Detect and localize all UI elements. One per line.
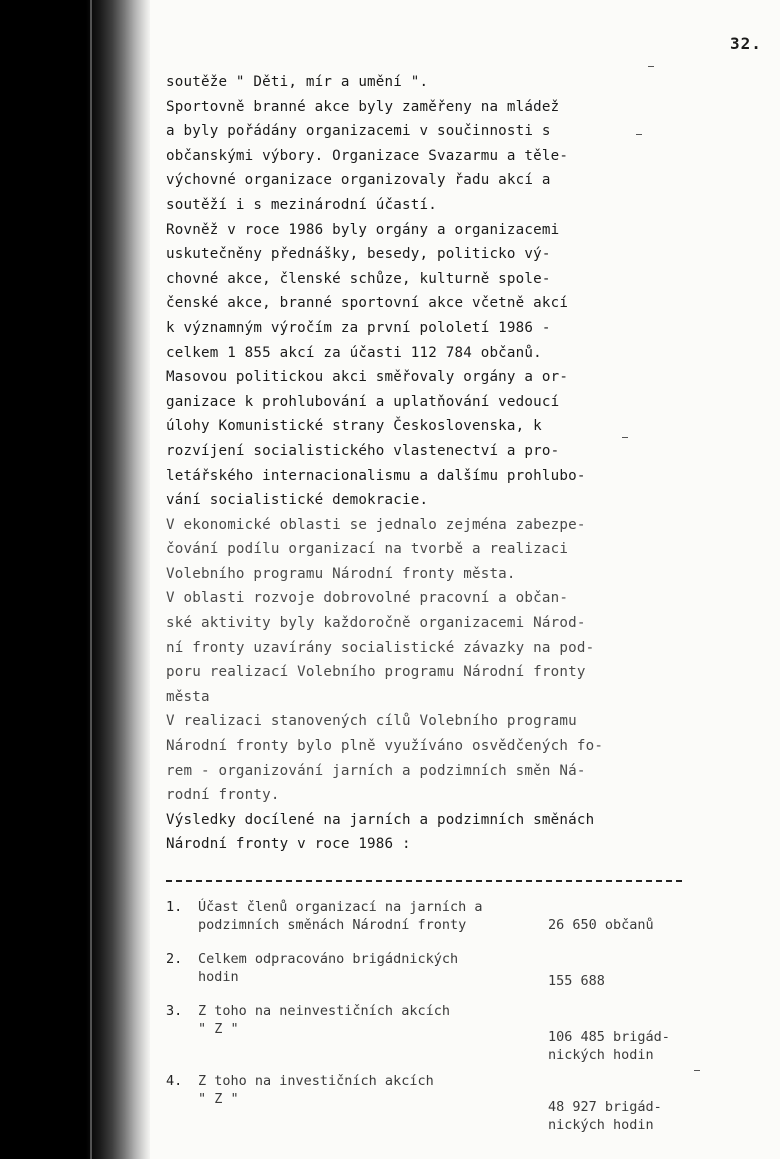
text-line: rem - organizování jarních a podzimních směn Ná- bbox=[166, 762, 586, 779]
text-line: Volebního programu Národní fronty města. bbox=[166, 565, 516, 582]
results-heading: Národní fronty v roce 1986 : bbox=[166, 836, 411, 853]
item-value: 26 650 občanů bbox=[548, 917, 654, 933]
list-item bbox=[166, 1002, 726, 1072]
text-line: a byly pořádány organizacemi v součinnosti s bbox=[166, 123, 551, 140]
text-line: ní fronty uzavírány socialistické závazky na pod- bbox=[166, 639, 595, 656]
text-line: chovné akce, členské schůze, kulturně spole- bbox=[166, 270, 551, 287]
item-description: Z toho na neinvestičních akcích " Z " bbox=[198, 1003, 450, 1037]
text-line: rodní fronty. bbox=[166, 787, 280, 804]
list-item bbox=[166, 950, 726, 1002]
item-description: Účast členů organizací na jarních a podzimních směnách Národní fronty bbox=[198, 899, 483, 933]
text-line: čování podílu organizací na tvorbě a realizaci bbox=[166, 541, 569, 558]
text-line: ské aktivity byly každoročně organizacemi Národ- bbox=[166, 615, 586, 632]
list-item bbox=[166, 898, 726, 950]
results-heading: Výsledky docílené na jarních a podzimních směnách bbox=[166, 811, 595, 828]
text-line: úlohy Komunistické strany Československa, k bbox=[166, 418, 542, 435]
item-description: Z toho na investičních akcích " Z " bbox=[198, 1073, 434, 1107]
list-item bbox=[166, 1072, 726, 1132]
text-line: soutěží i s mezinárodní účastí. bbox=[166, 196, 437, 213]
text-line: vání socialistické demokracie. bbox=[166, 492, 429, 509]
text-line: V ekonomické oblasti se jednalo zejména zabezpe- bbox=[166, 516, 586, 533]
text-line: města bbox=[166, 688, 210, 705]
text-line: k významným výročím za první pololetí 1986 - bbox=[166, 319, 551, 336]
text-line: V oblasti rozvoje dobrovolné pracovní a občan- bbox=[166, 590, 569, 607]
text-line: čenské akce, branné sportovní akce včetně akcí bbox=[166, 295, 569, 312]
page-number: 32. bbox=[730, 34, 762, 53]
item-value: 155 688 bbox=[548, 973, 605, 989]
item-description: Celkem odpracováno brigádnických hodin bbox=[198, 951, 459, 985]
text-line: Národní fronty bylo plně využíváno osvědčených fo- bbox=[166, 738, 604, 755]
text-line: Masovou politickou akci směřovaly orgány a or- bbox=[166, 369, 569, 386]
text-line: výchovné organizace organizovaly řadu akcí a bbox=[166, 172, 551, 189]
text-line: Rovněž v roce 1986 byly orgány a organizacemi bbox=[166, 221, 560, 238]
text-line: Sportovně branné akce byly zaměřeny na mládež bbox=[166, 98, 560, 115]
text-line: celkem 1 855 akcí za účasti 112 784 občanů. bbox=[166, 344, 542, 361]
item-number: 1. bbox=[166, 899, 183, 915]
text-line: poru realizací Volebního programu Národní fronty bbox=[166, 664, 586, 681]
text-line: ganizace k prohlubování a uplatňování vedoucí bbox=[166, 393, 560, 410]
dashed-separator bbox=[166, 880, 682, 882]
text-line: uskutečněny přednášky, besedy, politicko vý- bbox=[166, 246, 551, 263]
text-line: rozvíjení socialistického vlastenectví a pro- bbox=[166, 442, 560, 459]
text-line: občanskými výbory. Organizace Svazarmu a těle- bbox=[166, 147, 569, 164]
book-binding-shadow bbox=[0, 0, 150, 1159]
margin-mark bbox=[648, 66, 654, 67]
item-number: 3. bbox=[166, 1003, 183, 1019]
text-line: letářského internacionalismu a dalšímu prohlubo- bbox=[166, 467, 586, 484]
item-value: 48 927 brigád- nických hodin bbox=[548, 1099, 662, 1133]
text-line: V realizaci stanovených cílů Volebního programu bbox=[166, 713, 577, 730]
text-line: soutěže " Děti, mír a umění ". bbox=[166, 74, 429, 90]
results-list bbox=[166, 898, 726, 1132]
document-body bbox=[166, 70, 706, 857]
item-number: 2. bbox=[166, 951, 183, 967]
item-value: 106 485 brigád- nických hodin bbox=[548, 1029, 670, 1063]
item-number: 4. bbox=[166, 1073, 183, 1089]
